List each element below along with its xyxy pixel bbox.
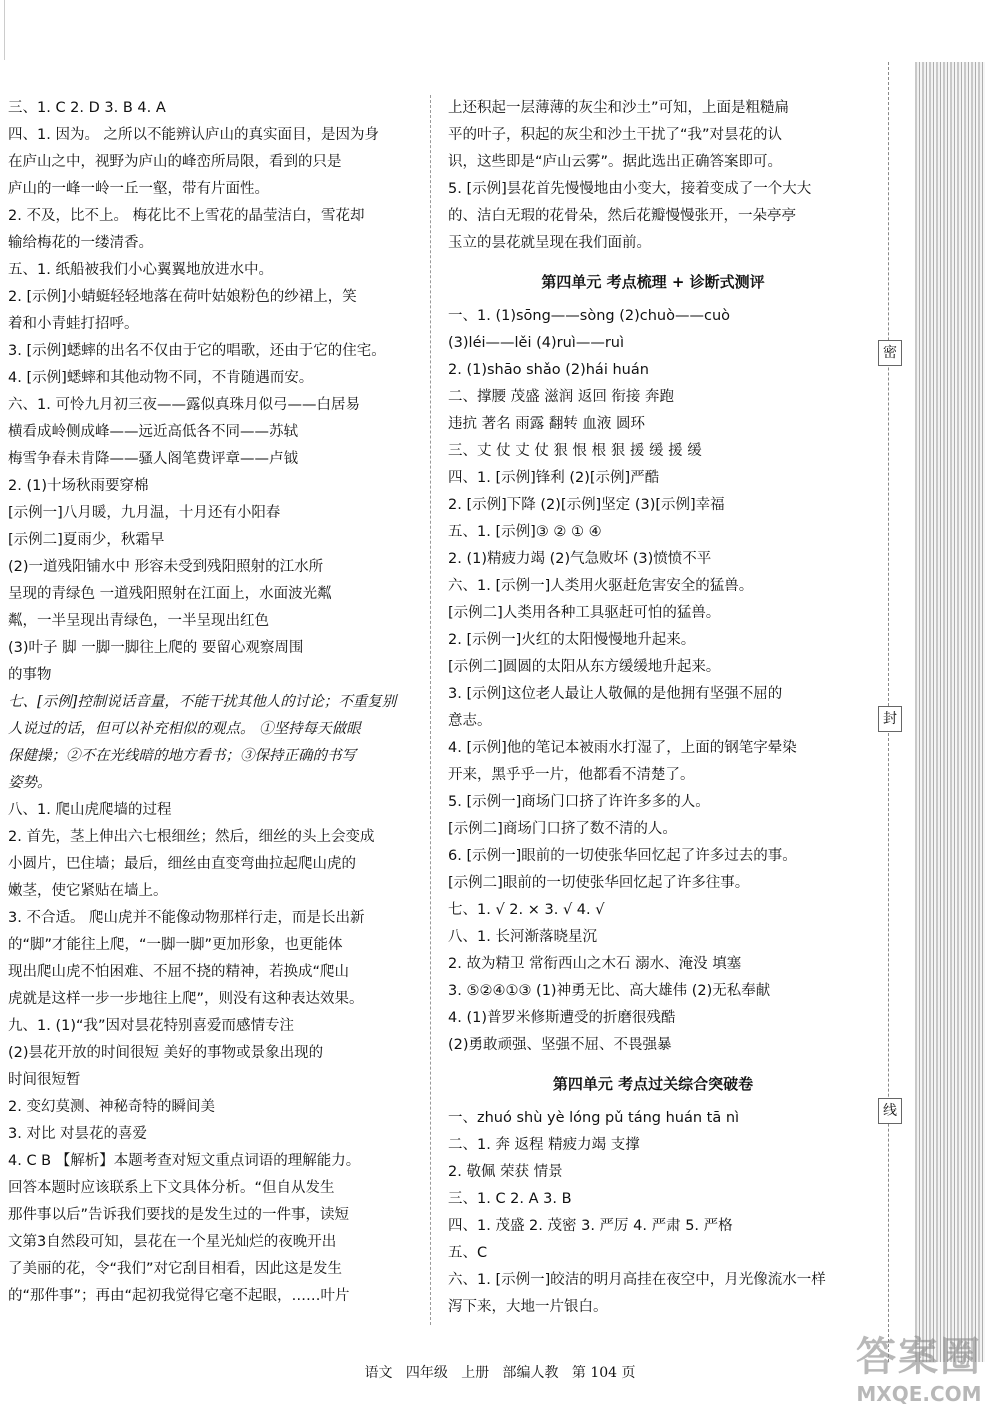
answer-line: [示例二]人类用各种工具驱赶可怕的猛兽。 — [448, 605, 721, 621]
answer-line: 3. 对比 对昙花的喜爱 — [8, 1126, 148, 1142]
answer-line: 2. 首先，茎上伸出六七根细丝；然后，细丝的头上会变成 — [8, 829, 375, 845]
answer-line: 2. 变幻莫测、神秘奇特的瞬间美 — [8, 1099, 215, 1115]
answer-line: 在庐山之中，视野为庐山的峰峦所局限，看到的只是 — [8, 154, 342, 170]
answer-line: 3. ⑤②④①③ (1)神勇无比、高大雄伟 (2)无私奉献 — [448, 983, 771, 999]
section-heading-review: 第四单元 考点梳理 + 诊断式测评 — [541, 273, 765, 291]
answer-line: 二、撑腰 茂盛 滋润 返回 衔接 奔跑 — [448, 389, 675, 405]
side-mark-mi: 密 — [878, 340, 902, 366]
answer-line: 四、1. 茂盛 2. 茂密 3. 严厉 4. 严肃 5. 严格 — [448, 1218, 733, 1234]
answer-line: (2)昙花开放的时间很短 美好的事物或景象出现的 — [8, 1045, 324, 1061]
answer-line: 人说过的话，但可以补充相似的观点。 ①坚持每天做眼 — [8, 721, 361, 737]
answer-line: 平的叶子，积起的灰尘和沙土干扰了“我”对昙花的认 — [448, 127, 783, 143]
answer-line: 呈现的青绿色 一道残阳照射在江面上，水面波光粼 — [8, 586, 332, 602]
answer-line: 保健操；②不在光线暗的地方看书；③保持正确的书写 — [8, 748, 356, 764]
answer-line: 现出爬山虎不怕困难、不屈不挠的精神，若换成“爬山 — [8, 964, 350, 980]
answer-line: 玉立的昙花就呈现在我们面前。 — [448, 235, 651, 251]
answer-line: 七、1. √ 2. × 3. √ 4. √ — [448, 902, 605, 918]
answer-line: [示例一]八月暖，九月温，十月还有小阳春 — [8, 505, 281, 521]
answer-line: 4. C B 【解析】本题考查对短文重点词语的理解能力。 — [8, 1153, 361, 1169]
continued-answers — [448, 95, 858, 257]
answer-line: 着和小青蛙打招呼。 — [8, 316, 139, 332]
answer-line: 3. [示例]这位老人最让人敬佩的是他拥有坚强不屈的 — [448, 686, 783, 702]
binding-strip — [915, 62, 985, 1362]
answer-line: 八、1. 长河渐落晓星沉 — [448, 929, 597, 945]
answer-line: 2. 不及，比不上。 梅花比不上雪花的晶莹洁白，雪花却 — [8, 208, 365, 224]
answer-line: (3)叶子 脚 一脚一脚往上爬的 要留心观察周围 — [8, 640, 304, 656]
footer-subject: 语文 — [364, 1365, 393, 1381]
answer-line: [示例二]眼前的一切使张华回忆起了许多往事。 — [448, 875, 750, 891]
answer-line: 违抗 著名 雨露 翻转 血液 圆环 — [448, 416, 646, 432]
answer-line: 三、1. C 2. A 3. B — [448, 1191, 572, 1207]
answer-line: 五、1. [示例]③ ② ① ④ — [448, 524, 602, 540]
answer-line: 二、1. 奔 返程 精疲力竭 支撑 — [448, 1137, 640, 1153]
answer-line: 三、丈 仗 丈 仗 狠 恨 根 狠 援 缓 援 缓 — [448, 443, 702, 459]
left-column — [8, 95, 418, 1310]
answer-line: 文第3自然段可知，昙花在一个星光灿烂的夜晚开出 — [8, 1234, 337, 1250]
answer-line: 2. [示例]小蜻蜓轻轻地落在荷叶姑娘粉色的纱裙上，笑 — [8, 289, 357, 305]
answer-line: 七、[示例]控制说话音量，不能干扰其他人的讨论；不重复别 — [8, 694, 397, 710]
answer-line: 横看成岭侧成峰——远近高低各不同——苏轼 — [8, 424, 298, 440]
answer-line: 输给梅花的一缕清香。 — [8, 235, 153, 251]
answer-line: (3)léi——lěi (4)ruì——ruì — [448, 335, 625, 351]
answer-line: 六、1. [示例一]皎洁的明月高挂在夜空中，月光像流水一样 — [448, 1272, 826, 1288]
answer-line: 时间很短暂 — [8, 1072, 81, 1088]
answer-line: 回答本题时应该联系上下文具体分析。“但自从发生 — [8, 1180, 335, 1196]
answer-line: 2. (1)精疲力竭 (2)气急败坏 (3)愤愤不平 — [448, 551, 712, 567]
answer-line: 了美丽的花，令“我们”对它刮目相看，因此这是发生 — [8, 1261, 343, 1277]
answer-line: 的、洁白无瑕的花骨朵，然后花瓣慢慢张开，一朵亭亭 — [448, 208, 796, 224]
answer-line: [示例二]商场门口挤了数不清的人。 — [448, 821, 677, 837]
answer-line: 2. (1)shāo shǎo (2)hái huán — [448, 362, 649, 378]
answer-line: 6. [示例一]眼前的一切使张华回忆起了许多过去的事。 — [448, 848, 797, 864]
answer-line: 六、1. 可怜九月初三夜——露似真珠月似弓——白居易 — [8, 397, 360, 413]
answer-line: 粼，一半呈现出青绿色，一半呈现出红色 — [8, 613, 269, 629]
answer-line: 一、1. (1)sōng——sòng (2)chuò——cuò — [448, 308, 731, 324]
answer-line: 四、1. [示例]锋利 (2)[示例]严酷 — [448, 470, 660, 486]
answer-line: [示例二]圆圆的太阳从东方缓缓地升起来。 — [448, 659, 721, 675]
answer-line: (2)一道残阳铺水中 形容未受到残阳照射的江水所 — [8, 559, 324, 575]
answer-line: [示例二]夏雨少，秋霜早 — [8, 532, 165, 548]
column-divider — [430, 95, 431, 1325]
watermark-url: MXQE.COM — [856, 1382, 982, 1406]
answer-line: 小圆片，巴住墙；最后，细丝由直变弯曲拉起爬山虎的 — [8, 856, 356, 872]
footer-grade: 四年级 — [405, 1365, 448, 1381]
answer-line: 八、1. 爬山虎爬墙的过程 — [8, 802, 172, 818]
answer-line: 4. (1)普罗米修斯遭受的折磨很残酷 — [448, 1010, 676, 1026]
answer-line: 4. [示例]他的笔记本被雨水打湿了，上面的钢笔字晕染 — [448, 740, 797, 756]
answer-line: 2. (1)十场秋雨要穿棉 — [8, 478, 149, 494]
answer-line: 意志。 — [448, 713, 492, 729]
side-mark-feng: 封 — [878, 706, 902, 732]
footer-volume: 上册 — [461, 1365, 490, 1381]
answer-line: 那件事以后”告诉我们要找的是发生过的一件事，读短 — [8, 1207, 350, 1223]
review-answers — [448, 303, 858, 1059]
answer-line: 的“脚”才能往上爬，“一脚一脚”更加形象，也更能体 — [8, 937, 343, 953]
answer-line: 嫩茎，使它紧贴在墙上。 — [8, 883, 168, 899]
answer-line: 开来，黑乎乎一片，他都看不清楚了。 — [448, 767, 695, 783]
page-footer — [0, 1362, 1000, 1382]
answer-line: 3. 不合适。 爬山虎并不能像动物那样行走，而是长出新 — [8, 910, 365, 926]
answer-line: 姿势。 — [8, 775, 52, 791]
answer-line: 2. [示例一]火红的太阳慢慢地升起来。 — [448, 632, 696, 648]
answer-line: 九、1. (1)“我”因对昙花特别喜爱而感情专注 — [8, 1018, 295, 1034]
answer-line: 5. [示例一]商场门口挤了许许多多的人。 — [448, 794, 710, 810]
scan-edge-mark — [4, 0, 5, 60]
footer-page-number: 第 104 页 — [571, 1365, 636, 1381]
answer-line: 五、C — [448, 1245, 488, 1261]
section-heading-test: 第四单元 考点过关综合突破卷 — [552, 1075, 754, 1093]
test-answers — [448, 1105, 858, 1321]
answer-line: 四、1. 因为。 之所以不能辨认庐山的真实面目，是因为身 — [8, 127, 380, 143]
side-mark-xian: 线 — [878, 1098, 902, 1124]
answer-line: 庐山的一峰一岭一丘一壑，带有片面性。 — [8, 181, 269, 197]
footer-edition: 部编人教 — [502, 1365, 559, 1381]
answer-line: 2. [示例]下降 (2)[示例]坚定 (3)[示例]幸福 — [448, 497, 725, 513]
answer-line: 虎就是这样一步一步地往上爬”，则没有这种表达效果。 — [8, 991, 364, 1007]
watermark — [856, 1325, 982, 1406]
answer-line: 3. [示例]蟋蟀的出名不仅由于它的唱歌，还由于它的住宅。 — [8, 343, 386, 359]
answer-line: 五、1. 纸船被我们小心翼翼地放进水中。 — [8, 262, 273, 278]
answer-line: 的事物 — [8, 667, 52, 683]
right-column — [448, 95, 858, 1321]
answer-line: 泻下来，大地一片银白。 — [448, 1299, 608, 1315]
answer-line: 上还积起一层薄薄的灰尘和沙土”可知，上面是粗糙扁 — [448, 100, 790, 116]
answer-line: 4. [示例]蟋蟀和其他动物不同，不肯随遇而安。 — [8, 370, 314, 386]
answer-line: 2. 敬佩 荣获 情景 — [448, 1164, 563, 1180]
answer-line: 六、1. [示例一]人类用火驱赶危害安全的猛兽。 — [448, 578, 754, 594]
answer-line: 的“那件事”；再由“起初我觉得它毫不起眼，……叶片 — [8, 1288, 350, 1304]
answer-line: 5. [示例]昙花首先慢慢地由小变大，接着变成了一个大大 — [448, 181, 812, 197]
answer-line: (2)勇敢顽强、坚强不屈、不畏强暴 — [448, 1037, 672, 1053]
answer-line: 一、zhuó shù yè lóng pǔ táng huán tā nì — [448, 1110, 740, 1126]
answer-line: 三、1. C 2. D 3. B 4. A — [8, 100, 166, 116]
answer-line: 识，这些即是“庐山云雾”。据此选出正确答案即可。 — [448, 154, 783, 170]
watermark-logo-text: 答案圈 — [856, 1334, 982, 1380]
answer-line: 2. 故为精卫 常衔西山之木石 溺水、淹没 填塞 — [448, 956, 742, 972]
answer-line: 梅雪争春未肯降——骚人阁笔费评章——卢钺 — [8, 451, 298, 467]
